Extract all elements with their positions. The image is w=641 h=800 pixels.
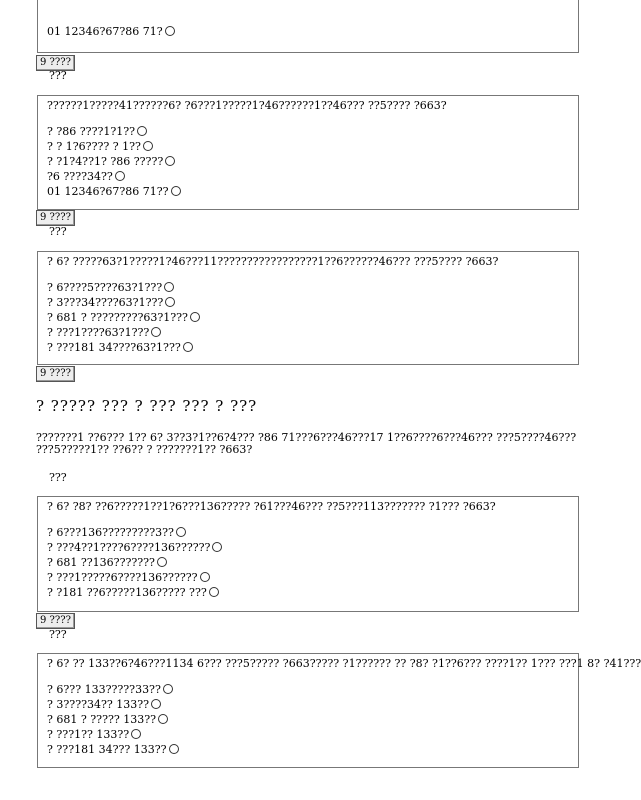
submit-button[interactable]: 9 ???? xyxy=(36,613,75,629)
radio-button[interactable] xyxy=(143,141,153,151)
option-row[interactable]: ?6 ????34?? xyxy=(47,169,569,184)
result-label: ??? xyxy=(49,628,67,641)
option-row[interactable]: ? 6????5????63?1??? xyxy=(47,280,569,295)
radio-button[interactable] xyxy=(209,587,219,597)
option-row[interactable]: ? 6???136?????????3?? xyxy=(47,525,569,540)
question-text: ??????1?????41??????6? ?6???1?????1?46??????1??46??? ??5???? ?663? xyxy=(47,99,447,112)
option-row[interactable]: ? 3???34????63?1??? xyxy=(47,295,569,310)
radio-button[interactable] xyxy=(165,156,175,166)
section-heading: ? ????? ??? ? ??? ??? ? ??? xyxy=(36,397,258,415)
option-row[interactable]: ? ?181 ??6?????136????? ??? xyxy=(47,585,569,600)
option-row[interactable]: ? ???1?? 133?? xyxy=(47,727,569,742)
radio-button[interactable] xyxy=(151,327,161,337)
radio-button[interactable] xyxy=(164,282,174,292)
radio-button[interactable] xyxy=(157,557,167,567)
question-text: ? 6? ?8? ??6?????1??1?6???136????? ?61???46??? ??5???113??????? ?1??? ?663? xyxy=(47,500,496,513)
submit-button[interactable]: 9 ???? xyxy=(36,366,75,382)
result-label: ??? xyxy=(49,69,67,82)
radio-button[interactable] xyxy=(200,572,210,582)
question-box-2 xyxy=(37,251,579,365)
radio-button[interactable] xyxy=(163,684,173,694)
radio-button[interactable] xyxy=(171,186,181,196)
submit-button[interactable]: 9 ???? xyxy=(36,210,75,226)
radio-button[interactable] xyxy=(151,699,161,709)
radio-button[interactable] xyxy=(183,342,193,352)
radio-button[interactable] xyxy=(165,26,175,36)
option-row[interactable]: ? 681 ? ????? 133?? xyxy=(47,712,569,727)
result-label: ??? xyxy=(49,225,67,238)
option-row[interactable]: ? ?86 ????1?1?? xyxy=(47,124,569,139)
question-box-4 xyxy=(37,653,641,768)
radio-button[interactable] xyxy=(115,171,125,181)
radio-button[interactable] xyxy=(131,729,141,739)
option-row[interactable]: ? ???181 34??? 133?? xyxy=(47,742,569,757)
option-row[interactable]: ? ???1????63?1??? xyxy=(47,325,569,340)
top-question-box xyxy=(37,0,579,53)
radio-button[interactable] xyxy=(212,542,222,552)
radio-button[interactable] xyxy=(169,744,179,754)
option-row[interactable]: 01 12346?67?86 71? xyxy=(47,24,569,39)
radio-button[interactable] xyxy=(165,297,175,307)
option-row[interactable]: ? ?1?4??1? ?86 ????? xyxy=(47,154,569,169)
option-row[interactable]: ? 681 ??136??????? xyxy=(47,555,569,570)
submit-button[interactable]: 9 ???? xyxy=(36,55,75,71)
option-row[interactable]: ? ? 1?6???? ? 1?? xyxy=(47,139,569,154)
option-row[interactable]: ? 681 ? ?????????63?1??? xyxy=(47,310,569,325)
radio-button[interactable] xyxy=(137,126,147,136)
section-intro-paragraph: ???????1 ??6??? 1?? 6? 3??3?1??6?4??? ?86 71???6???46???17 1??6????6???46??? ???5????46??? ???5?????1?? ??6?? ? ???????1?? ?663? xyxy=(36,431,577,456)
radio-button[interactable] xyxy=(190,312,200,322)
question-box-3 xyxy=(37,496,579,612)
radio-button[interactable] xyxy=(158,714,168,724)
radio-button[interactable] xyxy=(176,527,186,537)
question-text: ? 6? ?????63?1?????1?46???11?????????????????1??6??????46??? ???5???? ?663? xyxy=(47,255,499,268)
option-row[interactable]: ? ???1?????6????136?????? xyxy=(47,570,569,585)
option-row[interactable]: ? 6??? 133?????33?? xyxy=(47,682,569,697)
question-box-1 xyxy=(37,95,579,210)
question-text: ? 6? ?? 133??6?46???1134 6??? ???5????? ?663????? ?1?????? ?? ?8? ?1??6??? ????1?? 1??? ???1 8? ?41??? xyxy=(47,657,641,670)
option-row[interactable]: 01 12346?67?86 71?? xyxy=(47,184,569,199)
option-row[interactable]: ? 3????34?? 133?? xyxy=(47,697,569,712)
result-label: ??? xyxy=(49,471,67,484)
option-row[interactable]: ? ???181 34????63?1??? xyxy=(47,340,569,355)
option-row[interactable]: ? ???4??1????6????136?????? xyxy=(47,540,569,555)
